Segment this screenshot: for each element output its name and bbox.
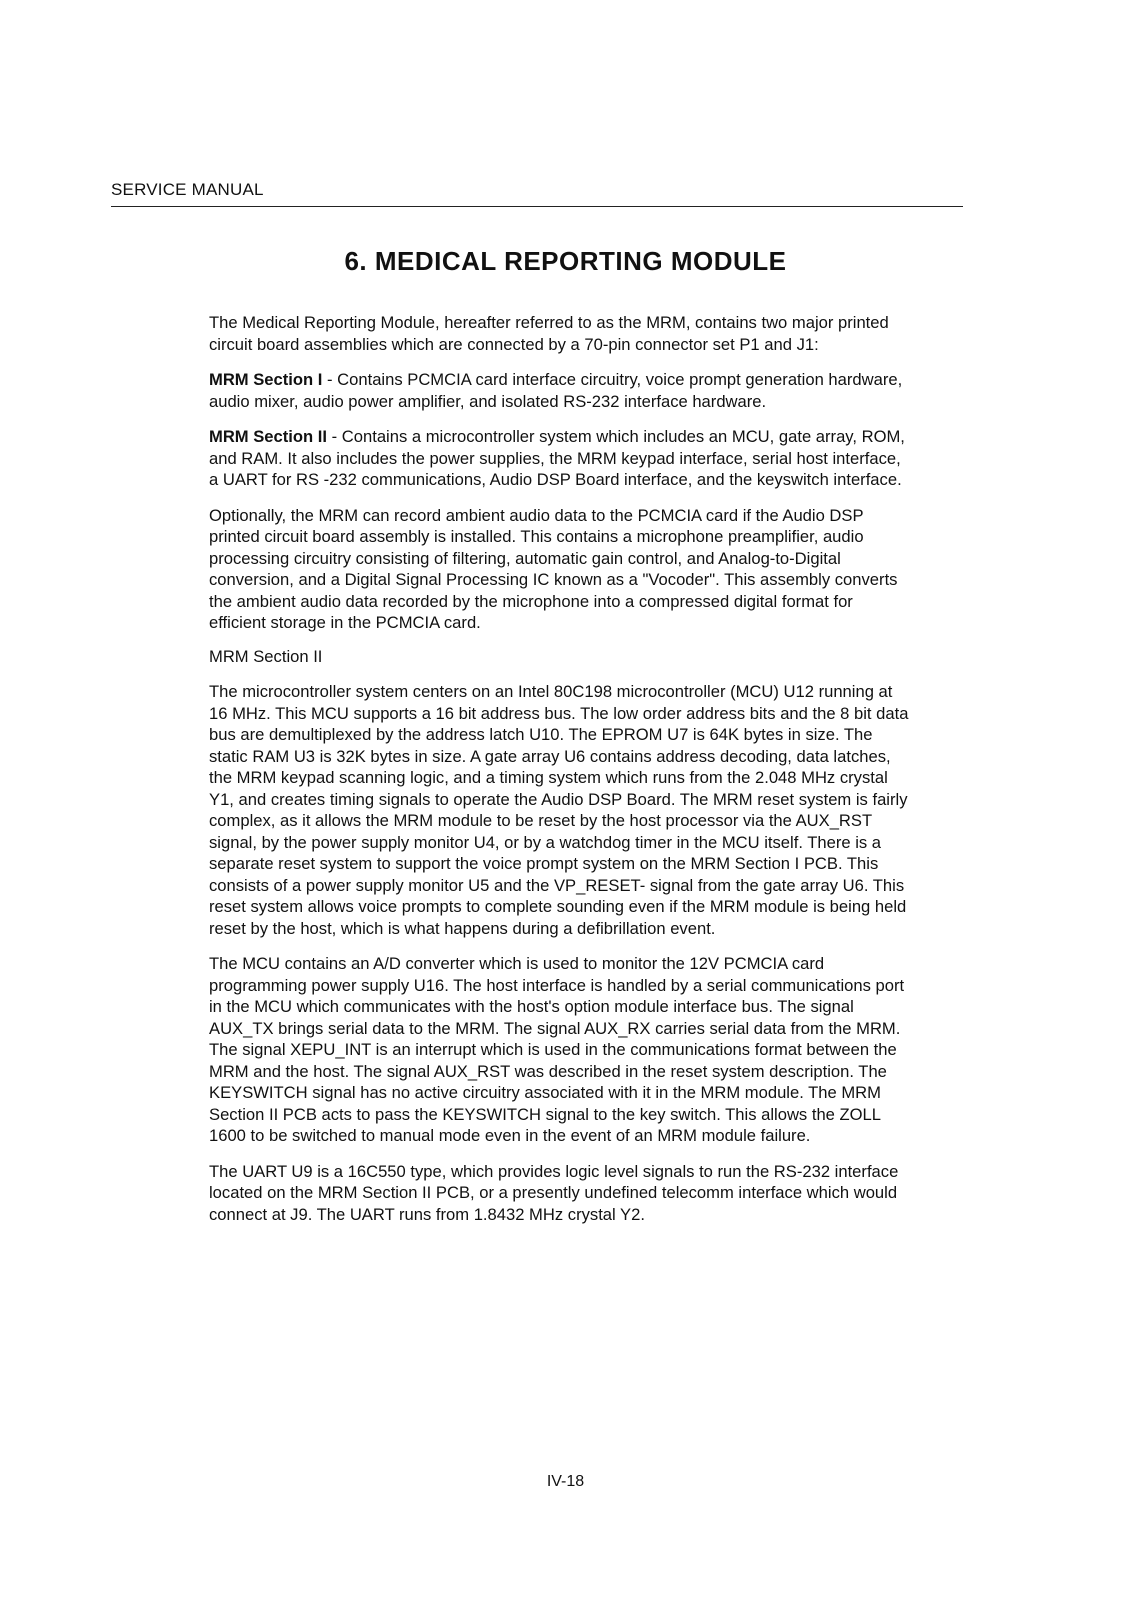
header-label: SERVICE MANUAL — [111, 180, 264, 199]
optional-paragraph: Optionally, the MRM can record ambient audio data to the PCMCIA card if the Audio DSP printed circuit board assembly is installed. This contains a microphone preamplifier, audio processing circuitry consisting of filtering, automatic gain control, and Analog-to-Digital conversion, and a Digital Signal Processing IC known as a "Vocoder". This assembly converts the ambient audio data recorded by the microphone into a compressed digital format for efficient storage in the PCMCIA card. — [209, 505, 898, 632]
subheading: MRM Section II — [209, 646, 323, 666]
body-text — [209, 312, 909, 1239]
section-two-paragraph — [209, 426, 909, 491]
mcu-paragraph: The MCU contains an A/D converter which is used to monitor the 12V PCMCIA card programming power supply U16. The host interface is handled by a serial communications port in the MCU which communicates with the host's option module interface bus. The signal AUX_TX brings serial data to the MRM. The signal AUX_RX carries serial data from the MRM. The signal XEPU_INT is an interrupt which is used in the communications format between the MRM and the host. The signal AUX_RST was described in the reset system description. The KEYSWITCH signal has no active circuitry associated with it in the MRM module. The MRM Section II PCB acts to pass the KEYSWITCH signal to the key switch. This allows the ZOLL 1600 to be switched to manual mode even in the event of an MRM module failure. — [209, 954, 905, 1145]
section-one-paragraph — [209, 369, 909, 412]
section-two-text: - Contains a microcontroller system which includes an MCU, gate array, ROM, and RAM. It also includes the power supplies, the MRM keypad interface, serial host interface, a UART for RS -232 communications, Audio DSP Board interface, and the keyswitch interface. — [209, 427, 905, 489]
section-two-label: MRM Section II — [209, 427, 328, 446]
section-one-text: - Contains PCMCIA card interface circuitry, voice prompt generation hardware, audio mixer, audio power amplifier, and isolated RS-232 interface hardware. — [209, 370, 903, 411]
running-header — [111, 180, 963, 207]
microcontroller-paragraph: The microcontroller system centers on an Intel 80C198 microcontroller (MCU) U12 running at 16 MHz. This MCU supports a 16 bit address bus. The low order address bits and the 8 bit data bus are demultiplexed by the address latch U10. The EPROM U7 is 64K bytes in size. The static RAM U3 is 32K bytes in size. A gate array U6 contains address decoding, data latches, the MRM keypad scanning logic, and a timing system which runs from the 2.048 MHz crystal Y1, and creates timing signals to operate the Audio DSP Board. The MRM reset system is fairly complex, as it allows the MRM module to be reset by the host processor via the AUX_RST signal, by the power supply monitor U4, or by a watchdog timer in the MCU itself. There is a separate reset system to support the voice prompt system on the MRM Section I PCB. This consists of a power supply monitor U5 and the VP_RESET- signal from the gate array U6. This reset system allows voice prompts to complete sounding even if the MRM module is being held reset by the host, which is what happens during a defibrillation event. — [209, 682, 909, 938]
section-one-label: MRM Section I — [209, 370, 323, 389]
uart-paragraph: The UART U9 is a 16C550 type, which provides logic level signals to run the RS-232 interface located on the MRM Section II PCB, or a presently undefined telecomm interface which would connect at J9. The UART runs from 1.8432 MHz crystal Y2. — [209, 1161, 899, 1224]
page-number: IV-18 — [546, 1473, 585, 1490]
intro-paragraph: The Medical Reporting Module, hereafter referred to as the MRM, contains two major printed circuit board assemblies which are connected by a 70-pin connector set P1 and J1: — [209, 313, 889, 354]
page-title: 6. MEDICAL REPORTING MODULE — [344, 246, 787, 276]
